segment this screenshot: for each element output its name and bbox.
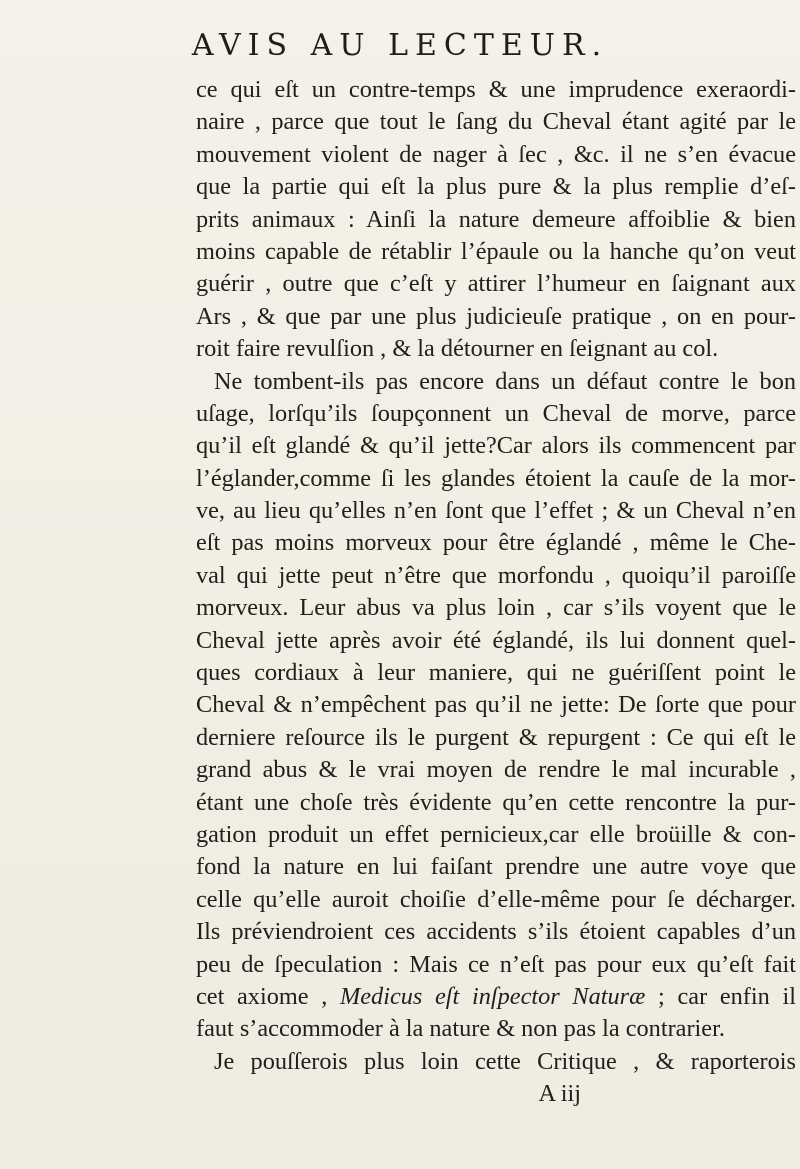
text-line: Cheval & n’empêchent pas qu’il ne jette: De ſorte que pour [196, 691, 796, 719]
text-line: uſage, lorſqu’ils ſoupçonnent un Cheval de morve, parce [196, 399, 796, 427]
axiom-line [196, 981, 796, 1013]
text-line: derniere reſource ils le purgent & repurgent : Ce qui eſt le [196, 723, 796, 751]
text-line: Ars , & que par une plus judicieuſe pratique , on en pour- [196, 302, 796, 330]
text-line: faut s’accommoder à la nature & non pas la contrarier. [196, 1015, 725, 1043]
text-line: gation produit un effet pernicieux,car elle broüille & con- [196, 820, 796, 848]
text-line: morveux. Leur abus va plus loin , car s’ils voyent que le [196, 594, 796, 622]
page-header: AVIS AU LECTEUR. [191, 28, 609, 63]
latin-axiom: Medicus eſt inſpector Naturæ [340, 982, 646, 1010]
text-line: qu’il eſt glandé & qu’il jette?Car alors ils commencent par [196, 432, 796, 460]
text-line: Ils préviendroient ces accidents s’ils étoient capables d’un [196, 918, 796, 946]
text-line: val qui jette peut n’être que morfondu , quoiqu’il paroiſſe [196, 561, 796, 589]
text-line: fond la nature en lui faiſant prendre une autre voye que [196, 853, 796, 881]
text-line: naire , parce que tout le ſang du Cheval étant agité par le [196, 108, 796, 136]
text-line: moins capable de rétablir l’épaule ou la hanche qu’on veut [196, 237, 796, 265]
text-line: ce qui eſt un contre-temps & une imprudence exeraordi- [196, 76, 796, 103]
text-line: celle qu’elle auroit choiſie d’elle-même pour ſe décharger. [196, 885, 796, 913]
text-line: mouvement violent de nager à ſec , &c. il ne s’en évacue [196, 140, 796, 168]
body-text [196, 74, 796, 1111]
paragraph-start-line: Je pouſſerois plus loin cette Critique , & raporterois [214, 1047, 796, 1075]
text-line: ques cordiaux à leur maniere, qui ne guériſſent point le [196, 659, 796, 687]
axiom-line-start: cet axiome , [196, 982, 341, 1010]
text-line: peu de ſpeculation : Mais ce n’eſt pas pour eux qu’eſt fait [196, 950, 796, 978]
text-line: guérir , outre que c’eſt y attirer l’humeur en ſaignant aux [196, 270, 796, 298]
text-line: l’églander,comme ſi les glandes étoient la cauſe de la mor- [196, 464, 796, 492]
text-line: ve, au lieu qu’elles n’en ſont que l’effet ; & un Cheval n’en [196, 497, 796, 525]
text-line: prits animaux : Ainſi la nature demeure affoiblie & bien [196, 205, 796, 233]
text-line: étant une choſe très évidente qu’en cette rencontre la pur- [196, 788, 796, 816]
text-line: grand abus & le vrai moyen de rendre le mal incurable , [196, 756, 796, 784]
axiom-line-end: ; car enfin il [645, 982, 796, 1010]
text-line: roit faire revulſion , & la détourner en ſeignant au col. [196, 335, 719, 363]
signature-mark: A iij [538, 1080, 581, 1108]
text-line: Cheval jette après avoir été églandé, ils lui donnent quel- [196, 626, 796, 654]
text-line: eſt pas moins morveux pour être églandé , même le Che- [196, 529, 796, 557]
paragraph-start-line: Ne tombent-ils pas encore dans un défaut contre le bon [214, 367, 796, 395]
text-line: que la partie qui eſt la plus pure & la plus remplie d’eſ- [196, 173, 796, 201]
